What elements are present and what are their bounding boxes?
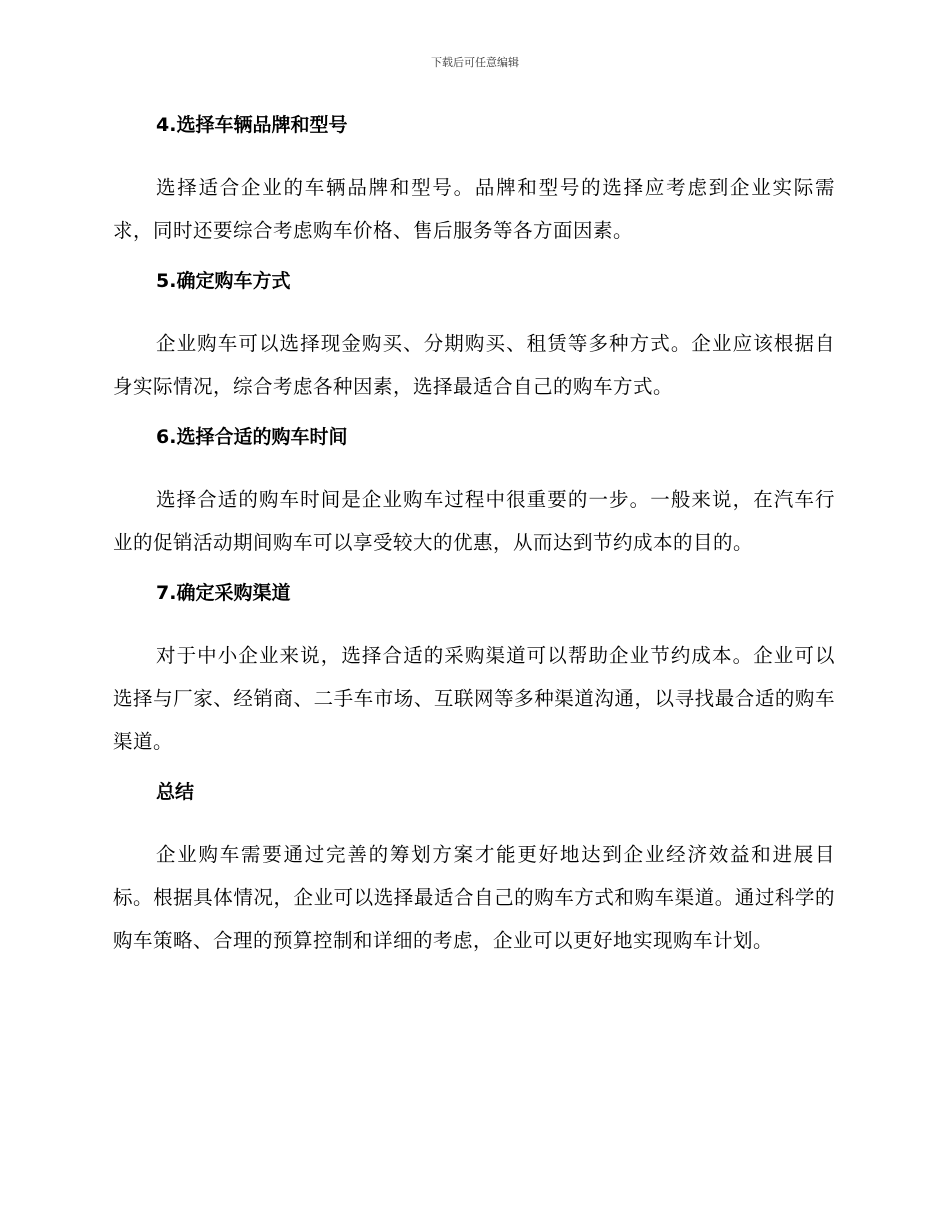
section-paragraph: 对于中小企业来说，选择合适的采购渠道可以帮助企业节约成本。企业可以选择与厂家、经销商、二手车市场、互联网等多种渠道沟通，以寻找最合适的购车渠道。 xyxy=(113,644,835,753)
document-body xyxy=(113,110,835,976)
section-heading: 4.选择车辆品牌和型号 xyxy=(156,114,348,136)
section-paragraph: 选择适合企业的车辆品牌和型号。品牌和型号的选择应考虑到企业实际需求，同时还要综合考虑购车价格、售后服务等各方面因素。 xyxy=(113,176,835,242)
section-heading: 7.确定采购渠道 xyxy=(156,582,291,604)
section-heading: 总结 xyxy=(156,781,195,803)
header-note: 下载后可任意编辑 xyxy=(431,56,519,69)
section-purchase-channel xyxy=(113,578,835,763)
section-paragraph: 企业购车需要通过完善的筹划方案才能更好地达到企业经济效益和进展目标。根据具体情况，企业可以选择最适合自己的购车方式和购车渠道。通过科学的购车策略、合理的预算控制和详细的考虑，企业可以更好地实现购车计划。 xyxy=(113,843,835,952)
section-paragraph: 选择合适的购车时间是企业购车过程中很重要的一步。一般来说，在汽车行业的促销活动期间购车可以享受较大的优惠，从而达到节约成本的目的。 xyxy=(113,488,835,554)
section-heading: 6.选择合适的购车时间 xyxy=(156,426,348,448)
section-paragraph: 企业购车可以选择现金购买、分期购买、租赁等多种方式。企业应该根据自身实际情况，综合考虑各种因素，选择最适合自己的购车方式。 xyxy=(113,332,835,398)
section-purchase-method xyxy=(113,266,835,408)
section-brand-model xyxy=(113,110,835,252)
section-summary xyxy=(113,777,835,962)
section-purchase-time xyxy=(113,422,835,564)
section-heading: 5.确定购车方式 xyxy=(156,270,291,292)
